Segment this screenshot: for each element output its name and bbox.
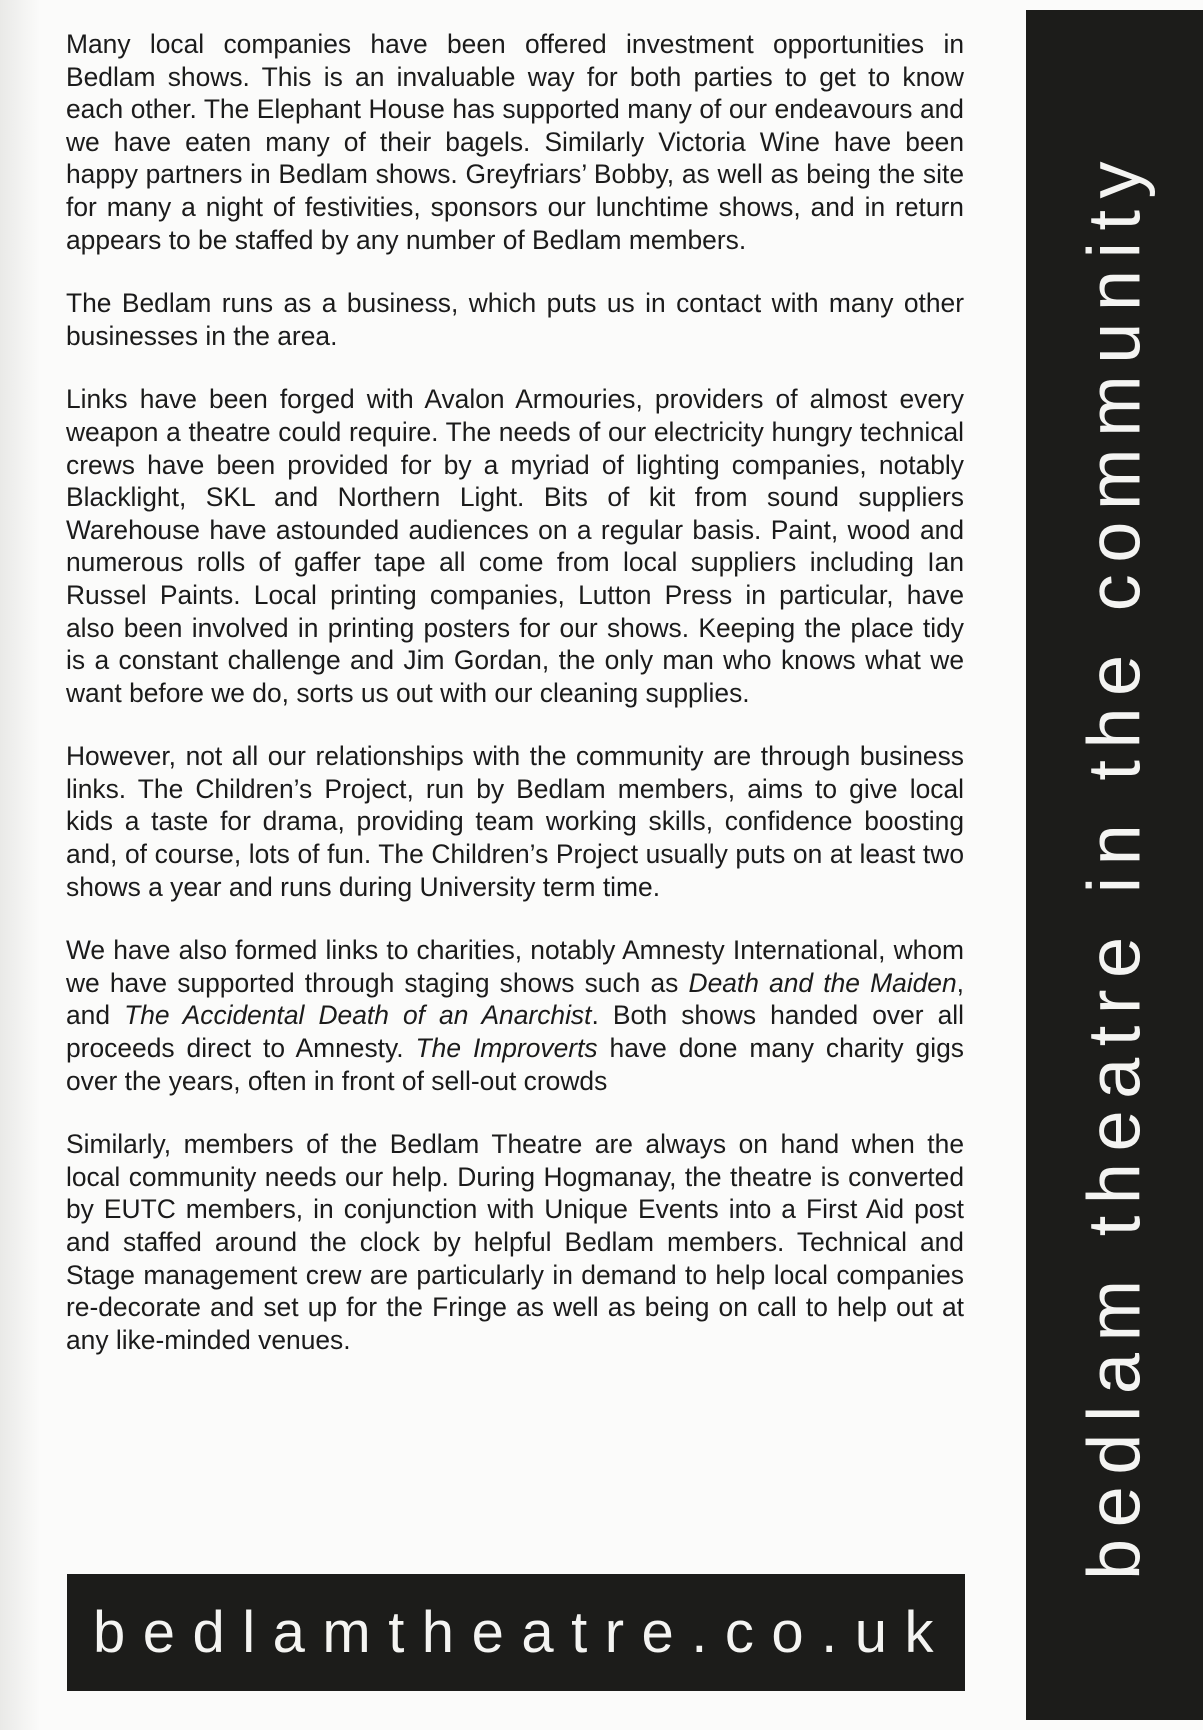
paragraph-suppliers: Links have been forged with Avalon Armouries, providers of almost every weapon a theatre could require. The needs of our electricity hungry technical crews have been provided for by a myriad of lighting companies, notably Blacklight, SKL and Northern Light. Bits of kit from sound suppliers Warehouse have astounded audiences on a regular basis. Paint, wood and numerous rolls of gaffer tape all come from local suppliers including Ian Russel Paints. Local printing companies, Lutton Press in particular, have also been involved in printing posters for our shows. Keeping the place tidy is a constant challenge and Jim Gordan, the only man who knows what we want before we do, sorts us out with our cleaning supplies.: [66, 384, 964, 708]
section-sidebar: [1026, 10, 1203, 1720]
charities-text-4: have done many charity gigs over the years, often in front of sell-out crowds: [66, 1033, 964, 1096]
show-title-death-and-the-maiden: Death and the Maiden: [688, 967, 957, 998]
paragraph-business: The Bedlam runs as a business, which puts us in contact with many other businesses in the area.: [66, 288, 964, 351]
website-url: bedlamtheatre.co.uk: [92, 1600, 952, 1665]
charities-text-1: We have also formed links to charities, notably Amnesty International, whom we have supported through staging shows such as: [66, 935, 964, 998]
section-title-vertical: bedlam theatre in the community: [1072, 149, 1156, 1581]
paragraph-community-help: Similarly, members of the Bedlam Theatre are always on hand when the local community needs our help. During Hogmanay, the theatre is converted by EUTC members, in conjunction with Unique Events into a First Aid post and staffed around the clock by helpful Bedlam members. Technical and Stage management crew are particularly in demand to help local companies re-decorate and set up for the Fringe as well as being on call to help out at any like-minded venues.: [66, 1129, 964, 1355]
website-banner: [67, 1574, 965, 1691]
show-title-accidental-death: The Accidental Death of an Anarchist: [124, 1000, 592, 1031]
paragraph-charities: [66, 934, 964, 1097]
page-edge-shadow: [0, 0, 40, 1730]
group-name-improverts: The Improverts: [415, 1033, 598, 1064]
paragraph-investment: Many local companies have been offered investment opportunities in Bedlam shows. This is an invaluable way for both parties to get to know each other. The Elephant House has supported many of our endeavours and we have eaten many of their bagels. Similarly Victoria Wine have been happy partners in Bedlam shows. Greyfriars’ Bobby, as well as being the site for many a night of festivities, sponsors our lunchtime shows, and in return appears to be staffed by any number of Bedlam members.: [66, 29, 964, 255]
charities-text-3: . Both shows handed over all proceeds direct to Amnesty.: [66, 1000, 964, 1064]
charities-text-2: , and: [66, 967, 964, 1031]
paragraph-childrens-project: However, not all our relationships with the community are through business links. The Children’s Project, run by Bedlam members, aims to give local kids a taste for drama, providing team working skills, confidence boosting and, of course, lots of fun. The Children’s Project usually puts on at least two shows a year and runs during University term time.: [66, 741, 964, 902]
article-body: [66, 28, 964, 1387]
